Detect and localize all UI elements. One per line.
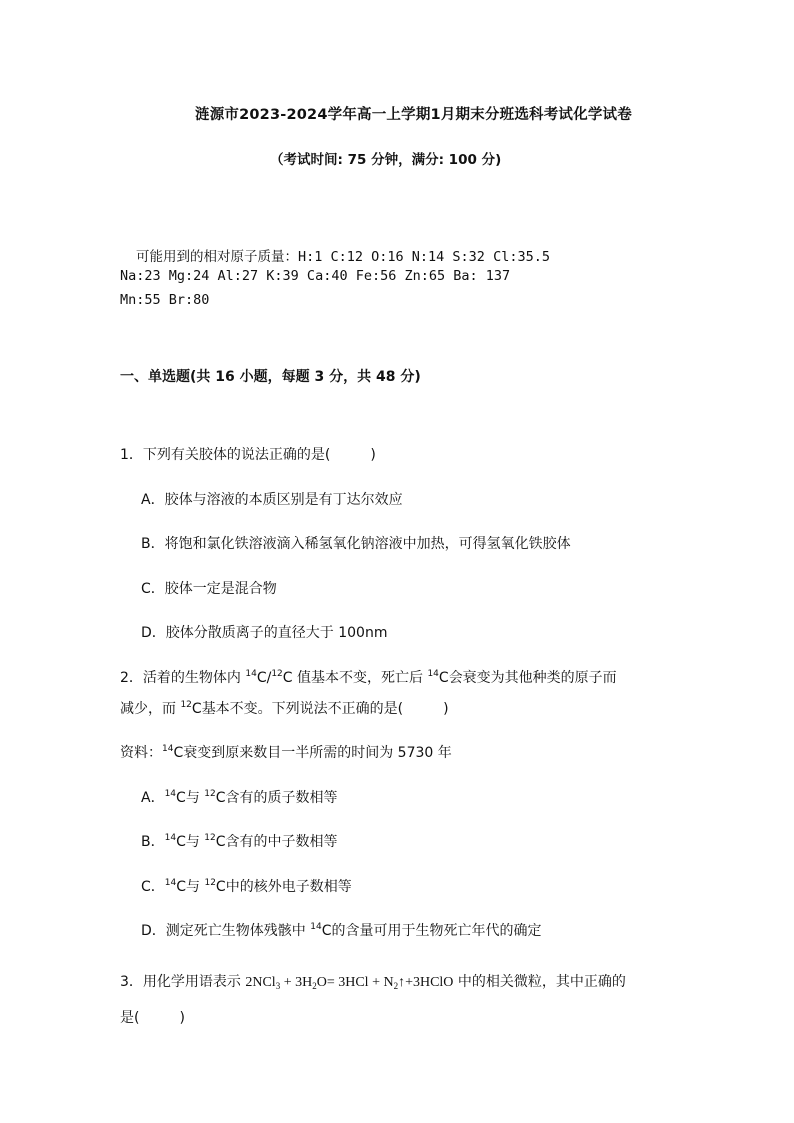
page-title: 涟源市2023-2024学年高一上学期1月期末分班选科考试化学试卷 (195, 107, 632, 123)
question-1-option-c: C．胶体一定是混合物 (141, 581, 277, 597)
question-2-reference-info: 资料：$^{14}$C衰变到原来数目一半所需的时间为 5730 年 (120, 744, 452, 761)
question-1-option-a: A．胶体与溶液的本质区别是有丁达尔效应 (141, 492, 403, 508)
question-2-option-c: C．$^{14}$C与 $^{12}$C中的核外电子数相等 (141, 878, 352, 895)
question-2-stem-line-2: 减少，而 $^{12}$C基本不变。下列说法不正确的是( ) (120, 700, 449, 717)
question-3-stem-line-1: 3．用化学用语表示 $2NCl_3 + 3H_2O= 3HCl$ + $N_2↑+3HClO$ 中的相关微粒，其中正确的 (120, 974, 626, 991)
atomic-masses-line-1: 可能用到的相对原子质量：H:1 C:12 O:16 N:14 S:32 Cl:35.5 (136, 249, 550, 265)
question-1-option-d: D．胶体分散质离子的直径大于 100nm (141, 625, 388, 641)
atomic-masses-line-3: Mn:55 Br:80 (120, 292, 210, 308)
question-2-stem-line-1: 2．活着的生物体内 $^{14}$C/$^{12}$C 值基本不变，死亡后 $^{14}$C会衰变为其他种类的原子而 (120, 669, 617, 686)
chemical-equation: $2NCl_3 + 3H_2O= 3HCl$ + $N_2↑+3HClO$ (245, 975, 454, 991)
question-2-option-a: A．$^{14}$C与 $^{12}$C含有的质子数相等 (141, 789, 338, 806)
atomic-masses-line-2: Na:23 Mg:24 Al:27 K:39 Ca:40 Fe:56 Zn:65 Ba: 137 (120, 268, 511, 284)
question-1-stem: 1．下列有关胶体的说法正确的是( ) (120, 447, 376, 463)
question-1-option-b: B．将饱和氯化铁溶液滴入稀氢氧化钠溶液中加热，可得氢氧化铁胶体 (141, 536, 571, 552)
section-heading: 一、单选题(共 16 小题，每题 3 分，共 48 分) (120, 369, 421, 385)
question-3-stem-line-2: 是( ) (120, 1010, 185, 1026)
question-2-option-d: D．测定死亡生物体残骸中 $^{14}$C的含量可用于生物死亡年代的确定 (141, 922, 542, 939)
question-2-option-b: B．$^{14}$C与 $^{12}$C含有的中子数相等 (141, 833, 338, 850)
exam-info: （考试时间: 75 分钟，满分: 100 分) (270, 152, 502, 168)
